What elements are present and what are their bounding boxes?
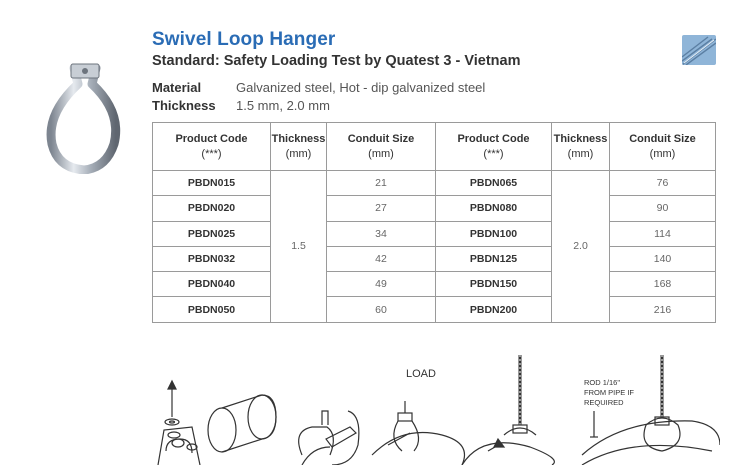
product-code-cell: PBDN100 — [436, 221, 552, 246]
product-code-cell: PBDN080 — [436, 196, 552, 221]
product-photo-swivel-loop-hanger — [44, 62, 126, 174]
product-code-cell: PBDN025 — [153, 221, 271, 246]
spec-thickness-value: 1.5 mm, 2.0 mm — [236, 98, 330, 113]
table-row — [153, 221, 716, 246]
conduit-size-cell: 140 — [610, 246, 716, 271]
col-header-thickness: Thickness (mm) — [271, 123, 327, 171]
conduit-size-cell: 114 — [610, 221, 716, 246]
conduit-size-cell: 49 — [327, 272, 436, 297]
threaded-rod-thumbnail[interactable] — [682, 35, 716, 65]
col-header-conduit-size: Conduit Size (mm) — [610, 123, 716, 171]
table-row — [153, 272, 716, 297]
product-spec-table — [152, 122, 716, 323]
table-header-row — [153, 123, 716, 171]
product-code-cell: PBDN200 — [436, 297, 552, 322]
product-code-cell: PBDN150 — [436, 272, 552, 297]
installation-diagram — [152, 355, 720, 465]
col-header-thickness: Thickness (mm) — [552, 123, 610, 171]
thickness-cell: 1.5 — [271, 171, 327, 323]
product-code-cell: PBDN020 — [153, 196, 271, 221]
page-subtitle: Standard: Safety Loading Test by Quatest 3 - Vietnam — [152, 53, 521, 69]
conduit-size-cell: 60 — [327, 297, 436, 322]
conduit-size-cell: 76 — [610, 171, 716, 196]
product-code-cell: PBDN050 — [153, 297, 271, 322]
thickness-cell: 2.0 — [552, 171, 610, 323]
col-header-product-code: Product Code (***) — [436, 123, 552, 171]
conduit-size-cell: 42 — [327, 246, 436, 271]
table-row — [153, 246, 716, 271]
product-code-cell: PBDN040 — [153, 272, 271, 297]
conduit-size-cell: 216 — [610, 297, 716, 322]
table-row — [153, 297, 716, 322]
col-header-product-code: Product Code (***) — [153, 123, 271, 171]
spec-thickness-label: Thickness — [152, 98, 216, 113]
rod-note-line-2: FROM PIPE IF — [584, 388, 635, 397]
rod-note-line-1: ROD 1/16" — [584, 378, 621, 387]
product-code-cell: PBDN125 — [436, 246, 552, 271]
page-title: Swivel Loop Hanger — [152, 29, 336, 50]
conduit-size-cell: 27 — [327, 196, 436, 221]
table-row — [153, 171, 716, 196]
conduit-size-cell: 34 — [327, 221, 436, 246]
spec-material-value: Galvanized steel, Hot - dip galvanized steel — [236, 80, 486, 95]
product-code-cell: PBDN032 — [153, 246, 271, 271]
product-code-cell: PBDN015 — [153, 171, 271, 196]
col-header-conduit-size: Conduit Size (mm) — [327, 123, 436, 171]
table-row — [153, 196, 716, 221]
rod-note-line-3: REQUIRED — [584, 398, 624, 407]
spec-material-label: Material — [152, 80, 202, 95]
conduit-size-cell: 168 — [610, 272, 716, 297]
product-code-cell: PBDN065 — [436, 171, 552, 196]
load-label: LOAD — [406, 368, 436, 380]
conduit-size-cell: 90 — [610, 196, 716, 221]
conduit-size-cell: 21 — [327, 171, 436, 196]
